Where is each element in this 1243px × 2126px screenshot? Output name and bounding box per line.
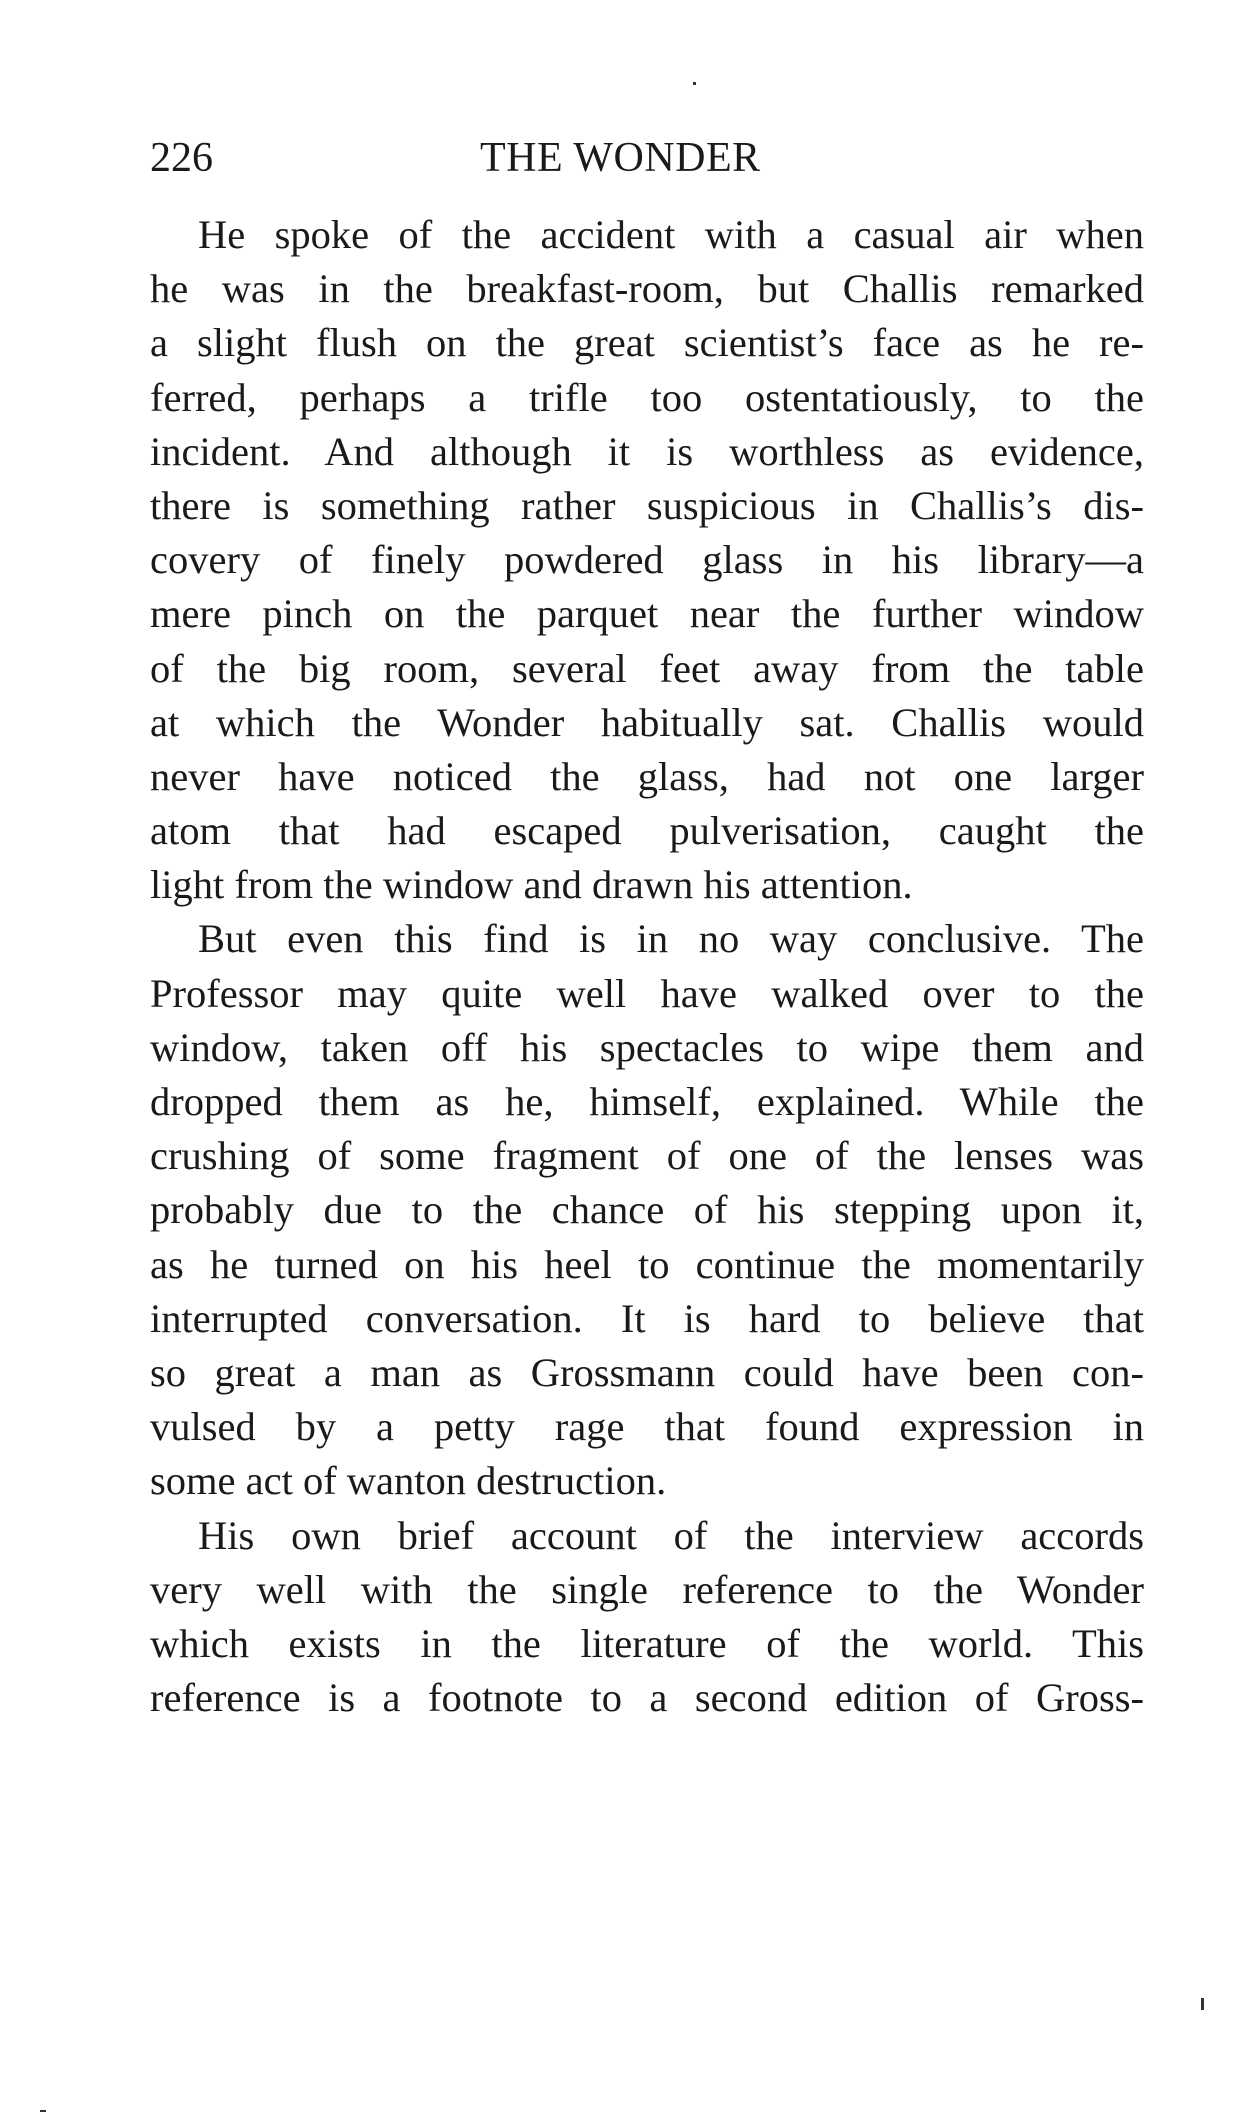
text-line: some act of wanton destruction. [150,1458,667,1504]
text-line: His own brief account of the interview accords [198,1512,1144,1558]
text-line: there is something rather suspicious in Challis’s dis- [150,482,1144,528]
text-line: mere pinch on the parquet near the further window [150,591,1144,637]
page-number: 226 [150,135,213,181]
text-line: of the big room, several feet away from the table [150,645,1144,691]
text-line: atom that had escaped pulverisation, caught the [150,808,1144,854]
text-line: dropped them as he, himself, explained. While the [150,1079,1144,1124]
text-line: incident. And although it is worthless as evidence, [150,428,1144,474]
text-line: never have noticed the glass, had not one larger [150,753,1144,799]
text-line: which exists in the literature of the world. This [150,1620,1144,1666]
paragraph [150,1509,1144,1726]
text-line: But even this find is in no way conclusive. The [198,916,1144,962]
text-line: a slight flush on the great scientist’s face as he re- [150,320,1144,366]
text-line: he was in the breakfast-room, but Challis remarked [150,266,1144,312]
text-line: He spoke of the accident with a casual air when [198,212,1144,257]
running-title: THE WONDER [480,135,761,181]
text-line: ferred, perhaps a trifle too ostentatiously, to the [150,374,1144,420]
text-line: probably due to the chance of his stepping upon it, [150,1187,1144,1233]
text-line: window, taken off his spectacles to wipe them and [150,1024,1144,1070]
paragraph [150,208,1144,912]
text-line: very well with the single reference to the Wonder [150,1566,1144,1612]
paragraph [150,912,1144,1508]
body-text [150,208,1144,1725]
text-line: Professor may quite well have walked over to the [150,970,1144,1016]
text-line: covery of finely powdered glass in his library—a [150,537,1144,583]
running-header [150,128,1140,188]
text-line: as he turned on his heel to continue the momentarily [150,1241,1144,1287]
text-line: reference is a footnote to a second edition of Gross- [150,1675,1144,1721]
ink-mark [1201,1998,1204,2010]
text-line: at which the Wonder habitually sat. Challis would [150,699,1144,745]
text-line: so great a man as Grossmann could have been con- [150,1349,1144,1395]
text-line: crushing of some fragment of one of the lenses was [150,1133,1144,1179]
ink-speck [693,82,696,85]
text-line: interrupted conversation. It is hard to believe that [150,1295,1144,1341]
text-line: vulsed by a petty rage that found expression in [150,1404,1144,1450]
text-line: light from the window and drawn his attention. [150,862,913,908]
ink-mark [40,2110,46,2112]
